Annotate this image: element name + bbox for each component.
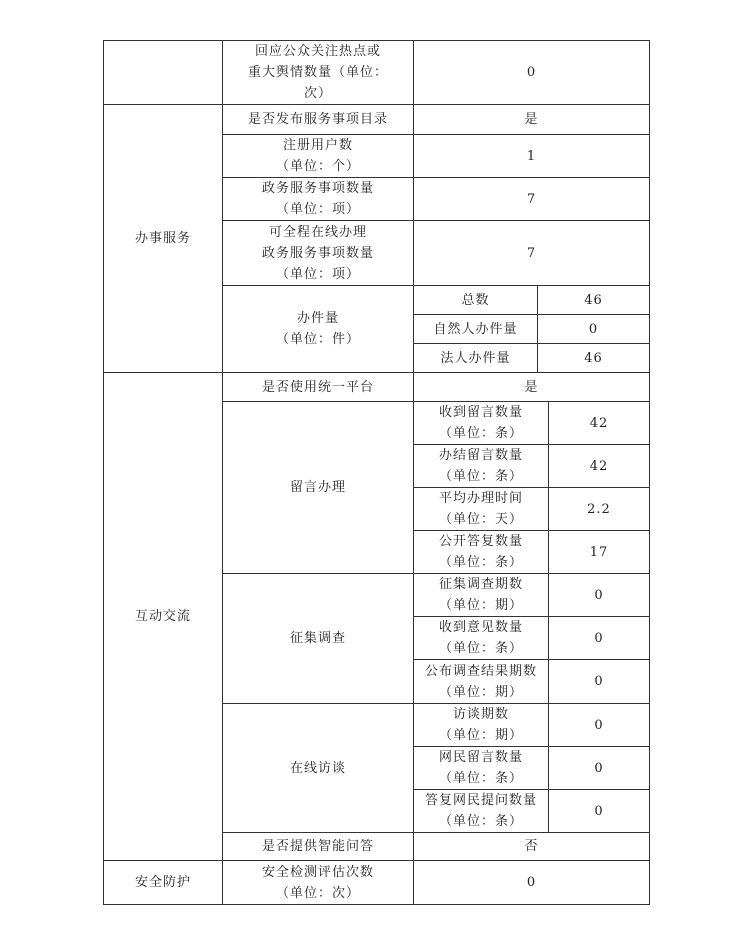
interview-answers-label: 答复网民提问数量 （单位：条） <box>424 793 537 829</box>
messages-label: 留言办理 <box>289 480 346 495</box>
category-security: 安全防护 <box>134 875 191 890</box>
survey-results-value: 0 <box>594 674 604 689</box>
publish-catalog-value: 是 <box>524 112 539 127</box>
category-interaction: 互动交流 <box>134 609 191 624</box>
survey-periods-value: 0 <box>594 587 604 603</box>
handled-label: 办件量 （单位：件） <box>275 311 360 347</box>
service-items-value: 7 <box>526 191 537 207</box>
interview-periods-label: 访谈期数 （单位：期） <box>438 707 523 743</box>
handled-total-value: 46 <box>584 292 603 308</box>
messages-avgtime-label: 平均办理时间 （单位：天） <box>438 491 523 527</box>
security-checks-value: 0 <box>526 875 537 890</box>
messages-received-label: 收到留言数量 （单位：条） <box>438 405 523 441</box>
interview-answers-value: 0 <box>594 803 604 819</box>
table-border-right <box>649 40 650 905</box>
handled-total-label: 总数 <box>461 292 490 308</box>
messages-closed-label: 办结留言数量 （单位：条） <box>438 448 523 484</box>
handled-natural-label: 自然人办件量 <box>433 321 518 337</box>
hotspot-value: 0 <box>526 65 537 80</box>
interview-messages-label: 网民留言数量 （单位：条） <box>438 750 523 786</box>
unified-platform-label: 是否使用统一平台 <box>261 379 374 395</box>
survey-opinions-value: 0 <box>594 630 604 646</box>
unified-platform-value: 是 <box>524 379 539 395</box>
interview-messages-value: 0 <box>594 760 604 776</box>
interview-label: 在线访谈 <box>289 760 346 776</box>
handled-natural-value: 0 <box>588 321 599 337</box>
survey-results-label: 公布调查结果期数 （单位：期） <box>424 663 537 700</box>
service-items-label: 政务服务事项数量 （单位：项） <box>261 181 374 217</box>
online-items-value: 7 <box>526 245 537 261</box>
registered-users-label: 注册用户数 （单位：个） <box>275 138 360 174</box>
smart-qa-value: 否 <box>524 839 539 854</box>
survey-label: 征集调查 <box>289 631 346 646</box>
messages-avgtime-value: 2.2 <box>587 501 611 517</box>
category-service: 办事服务 <box>134 231 191 246</box>
handled-legal-value: 46 <box>584 350 603 366</box>
table-border-bottom <box>103 904 650 905</box>
survey-periods-label: 征集调查期数 （单位：期） <box>438 577 523 613</box>
survey-opinions-label: 收到意见数量 （单位：条） <box>438 620 523 656</box>
messages-public-value: 17 <box>589 544 609 560</box>
messages-closed-value: 42 <box>589 458 609 474</box>
smart-qa-label: 是否提供智能问答 <box>261 839 374 854</box>
registered-users-value: 1 <box>526 148 537 164</box>
messages-public-label: 公开答复数量 （单位：条） <box>438 534 523 570</box>
handled-legal-label: 法人办件量 <box>440 350 511 366</box>
messages-received-value: 42 <box>589 415 609 431</box>
interview-periods-value: 0 <box>594 717 604 733</box>
hotspot-label: 回应公众关注热点或 重大舆情数量（单位： 次） <box>247 44 388 101</box>
online-items-label: 可全程在线办理 政务服务事项数量 （单位：项） <box>261 224 374 282</box>
publish-catalog-label: 是否发布服务事项目录 <box>247 112 388 127</box>
security-checks-label: 安全检测评估次数 （单位：次） <box>261 864 374 901</box>
